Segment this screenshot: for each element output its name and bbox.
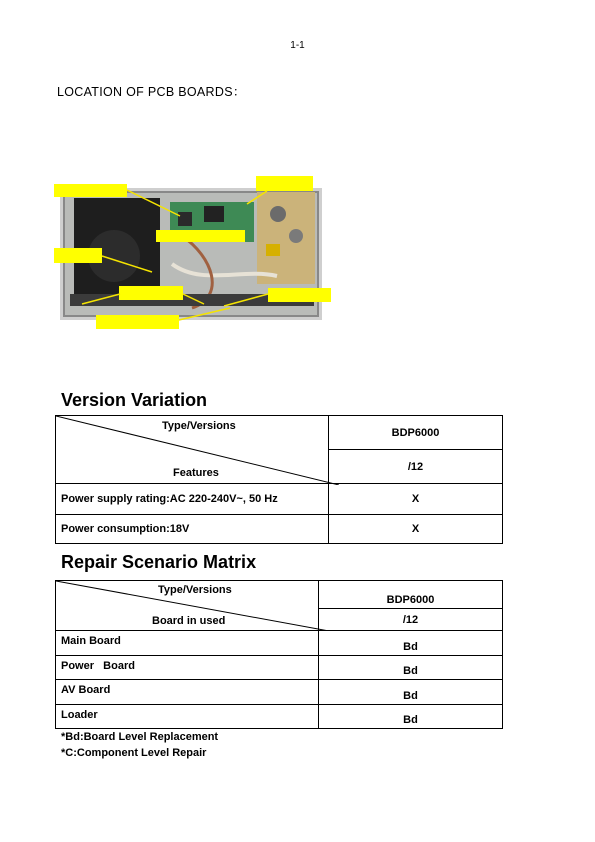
notes — [61, 730, 218, 761]
header-type-versions: Type/Versions — [158, 584, 232, 596]
board-cell: Loader — [56, 705, 319, 729]
header-board-in-used: Board in used — [152, 615, 226, 627]
model-cell: BDP6000 — [319, 581, 503, 609]
board-cell: AV Board — [56, 680, 319, 705]
value-cell: X — [329, 515, 503, 544]
value-cell: X — [329, 484, 503, 515]
location-title: LOCATION OF PCB BOARDS： — [57, 85, 246, 99]
note-component-level: *C:Component Level Repair — [61, 746, 207, 759]
version-variation-table — [55, 415, 503, 544]
version-cell: /12 — [319, 609, 503, 631]
value-cell: Bd — [319, 705, 503, 729]
board-cell: Power Board — [56, 656, 319, 680]
page-number: 1-1 — [290, 40, 305, 51]
header-features: Features — [173, 467, 219, 479]
header-type-versions: Type/Versions — [162, 420, 236, 432]
feature-cell: Power consumption:18V — [56, 515, 329, 544]
diagonal-header-cell — [56, 581, 319, 631]
value-cell: Bd — [319, 680, 503, 705]
version-variation-title: Version Variation — [61, 390, 208, 410]
value-cell: Bd — [319, 631, 503, 656]
pcb-location-photo — [52, 176, 334, 330]
feature-cell: Power supply rating:AC 220-240V~, 50 Hz — [56, 484, 329, 515]
note-board-level: *Bd:Board Level Replacement — [61, 731, 219, 743]
model-cell: BDP6000 — [329, 416, 503, 450]
version-cell: /12 — [329, 450, 503, 484]
diagonal-header-cell — [56, 416, 329, 484]
value-cell: Bd — [319, 656, 503, 680]
repair-matrix-table — [55, 580, 503, 729]
board-cell: Main Board — [56, 631, 319, 656]
repair-matrix-title: Repair Scenario Matrix — [61, 552, 257, 572]
